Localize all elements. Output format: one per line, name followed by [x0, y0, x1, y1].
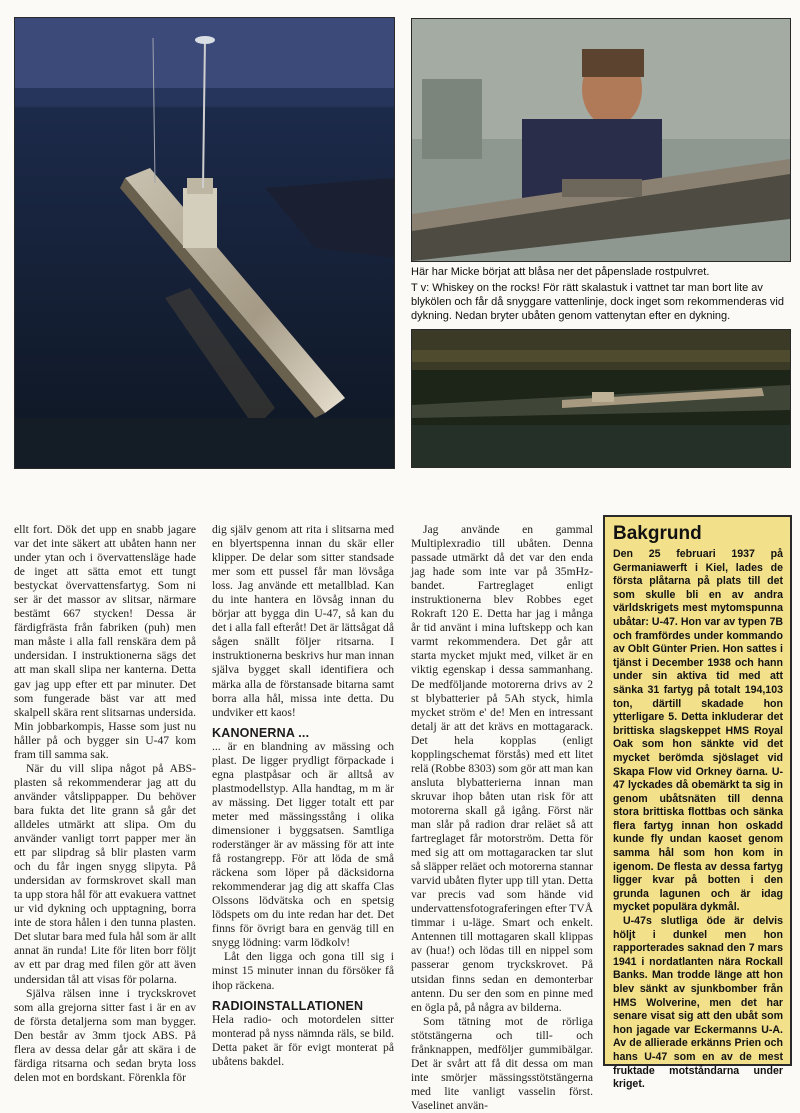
column-2-paragraph-2: ... är en blandning av mässing och plast. De ligger prydligt förpackade i egna plastpåsar och är alltså av plastmodellstyp. Alla handtag, m m är av mässing. Det ligger totalt ett par meter med mässingsstång i olika dimensioner i byggsatsen. Samtliga roderstänger är av mässing för att inte få rostangrepp. För att löda de små räckena som löper på däcksidorna rekommenderar jag dig att skaffa Clas Olssons lödvätska och en spetsig lödspets om du inte redan har det. Det finns för övrigt bara en genväg till en snygg lödning: varm lödkolv! [212, 739, 394, 950]
column-3-paragraph-2: Som tätning mot de rörliga stötstängerna och till- och frånknappen, medföljer gummibälgar. Det är svårt att få dit dessa om man inte smörjer mässingsstötstängerna med lite vanligt vasselin först. Vaselinet använ- [411, 1014, 593, 1112]
heading-radioinstallationen: RADIOINSTALLATIONEN [212, 998, 364, 1013]
background-paragraph-1: Den 25 februari 1937 på Germaniawerft i Kiel, lades de första plåtarna på plats till det som skulle bli en av andra världskrigets mest mytomspunna ubåtar: U-47. Hon var av typen 7B och framfördes under kommando av Oblt Günter Prien. Hon sattes i tjänst i December 1938 och hann under sin aktiva tid med att sänka 31 fartyg på totalt 194,103 ton, därtill skadade hon ytterligare 5. Detta inkluderar det brittiska slagskeppet HMS Royal Oak som hon sänkte vid det mycket berömda sjöslaget vid Skapa Flow vid Orkney öarna. U-47 lyckades då obemärkt ta sig in genom ubåtsnäten till denna stora brittiska flottbas och sänka flera fartyg innan hon oskadd kunde fly undan kaoset genom samma hål som hon kom in igenom. De flesta av dessa fartyg ligger kvar på botten i den grunda lagunen och är idag mycket populära dykmål. [613, 548, 783, 914]
text-column-3 [411, 523, 593, 1112]
column-2-paragraph-1: dig själv genom att rita i slitsarna med en blyertspenna innan du skär eller klipper. De delar som sitter standsade mer som ett pussel får man lövsåga loss. Jag använde ett metallblad. Kan du inte hantera en lövsåg innan du börjar att bygga din U-47, så kan du det i alla fall efteråt! Det är lättsågat då sågen snällt följer ritsarna. I instruktionerna beskrivs hur man innan själva bygget skall identifiera och märka alla de förstansade bitarna samt borra alla hål, missa inte detta. Du undviker ett kaos! [212, 523, 394, 719]
column-1-paragraph-3: Själva rälsen inne i tryckskrovet som alla grejorna sitter fast i är en av de första detaljerna som man bygger. Den består av 3mm tjock ABS. På flera av dessa delar går att skära i de färdiga ritsarna och sedan bryta loss delen mot en bordskant. Förenkla för [14, 986, 196, 1084]
column-2-paragraph-3: Låt den ligga och gona till sig i minst 15 minuter innan du försöker få ihop räckena. [212, 950, 394, 992]
column-1-paragraph-2: När du vill slipa något på ABS-plasten så rekommenderar jag att du använder våtslippapper. Du behöver bara fukta det lite grann så går det alldeles utmärkt att slipa. Om du använder vanligt torrt papper mer än ett par slipdrag så blir plasten varm och du får ingen snygg slipyta. På undersidan av formskrovet skall man ta upp stora hål för att evakuera vattnet ur vid dykning och upptagning, borra inte de stora hålen i den tunna plasten. Det slutar bara med fula hål som är allt annat än runda! Lite för liten borr följt av ett par drag med filen gör att även undersidan tål att visas för polarna. [14, 761, 196, 986]
submarine-photo [14, 17, 395, 469]
background-title: Bakgrund [613, 523, 702, 544]
builder-caption: Här har Micke börjat att blåsa ner det påpenslade rostpulvret. [411, 266, 710, 278]
heading-kanonerna: KANONERNA ... [212, 725, 310, 740]
column-3-paragraph-1: Jag använde en gammal Multiplexradio till ubåten. Denna passade utmärkt då det var den enda jag hade som inte var på 35mHz-bandet. Fartreglaget enligt instruktionerna blev Robbes eget Rokraft 120 E. Detta har jag i många år tid använt i mina luftskepp och kan varmt rekommendera. Det går att starta mycket mjukt med, vilket är en viktig egenskap i dessa sammanhang. De medföljande motorerna drivs av 2 st blybatterier på 5Ah styck, himla mycket ström e' de! Men en intressant detalj är att det krävs en mottagarack. Det hela kopplas (enligt kopplingschemat förstås) med ett litet relä (Robbe 8303) som gör att man kan ansluta blybatterierna innan man skruvar ihop båten utan risk för att motorerna skall gå igång. Först när man slår på radion drar reläet så att fartreglaget får motorström. Detta för med sig att om mottagaracken tar slut så släpper reläet och motorerna stannar varvid ubåten flyter upp till ytan. Detta var precis vad som hände vid undervattensfotograferingen efter TVÅ timmar i u-läge. Smart och enkelt. Antennen till mottagaren skall klippas av (hua!) och lödas till en nippel som passerar genom tryckskrovet. På utsidan finns sedan en demonterbar antenn. Du ser den som en pinne med en ögla på, på några av bilderna. [411, 523, 593, 1014]
background-box [603, 515, 792, 1091]
tv-caption: T v: Whiskey on the rocks! För rätt skalastuk i vattnet tar man bort lite av blykölen och får då snyggare vattenlinje, dock inget som rekommenderas vid dykning. Nedan bryter ubåten genom vattenytan efter en dykning. [411, 282, 784, 322]
text-column-1 [14, 523, 196, 1084]
column-2-paragraph-4: Hela radio- och motordelen sitter monterad på nyss nämnda räls, se bild. Detta paket är för evigt monterat på ubåtens bakdel. [212, 1012, 394, 1068]
column-1-paragraph-1: ellt fort. Dök det upp en snabb jagare var det inte säkert att ubåten hann ner under ytan och i övervattensläge hade de inget att sätta emot ett tungt bestyckat övervattensfartyg. Som ni ser är det massor av slitsar, närmare bestämt 667 stycken! Dessa är färdigfrästa från fabriken (puh) men man måste i alla fall renskära dem på undersidan. I instruktionerna sägs det att man skall slipa ner kanterna. Detta gav jag upp efter ett par minuter. Det som fungerade bäst var att med skalpell skära rent slitsarnas undersida. Min jobbarkompis, Hasse som just nu håller på och bygger sin U-47 kom fram till samma sak. [14, 523, 196, 761]
background-paragraph-2: U-47s slutliga öde är delvis höljt i dunkel men hon rapporterades saknad den 7 mars 1941 i nordatlanten nära Rockall Banks. Man trodde länge att hon blev sänkt av sjunkbomber från HMS Wolverine, men det har senare visat sig att den ubåt som hon jagade var Eckermanns U-A. Av de allierade erkänns Prien och hans U-47 som en av de mest fruktade motståndarna under kriget. [613, 915, 783, 1091]
builder-photo [411, 18, 791, 262]
surfacing-photo [411, 329, 791, 468]
text-column-2 [212, 523, 394, 1071]
